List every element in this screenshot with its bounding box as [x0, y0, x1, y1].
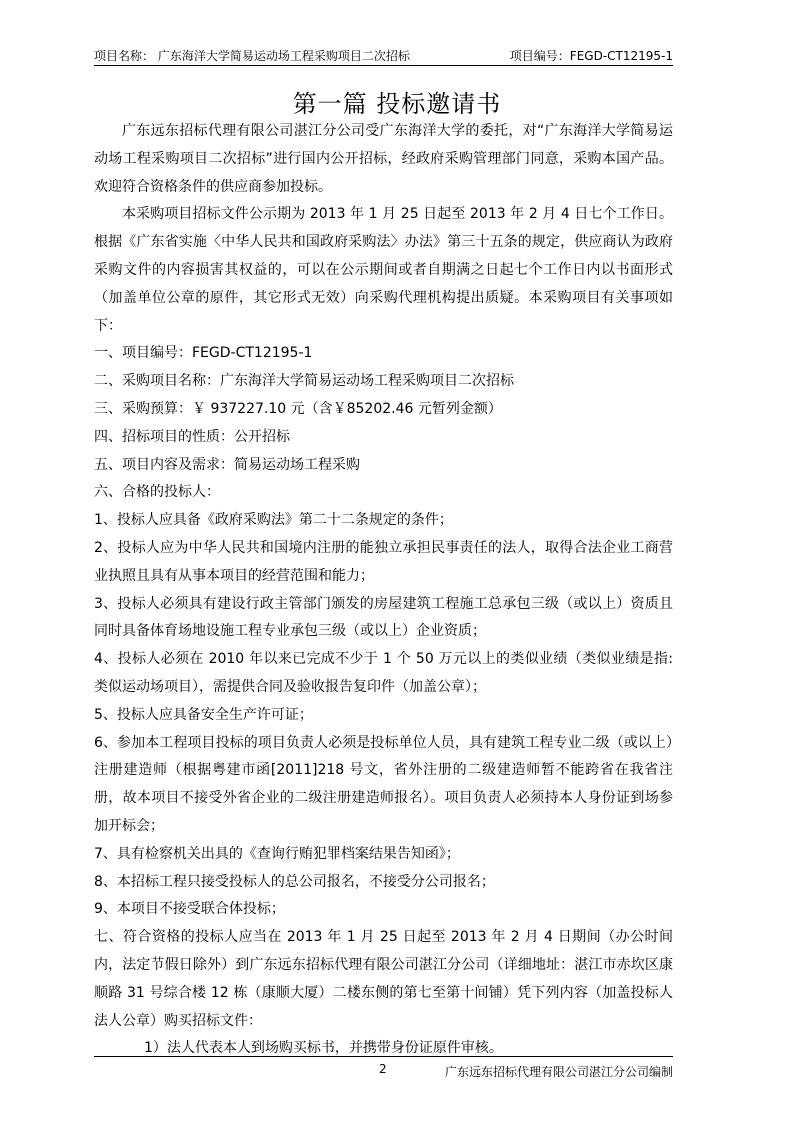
item-content: 五、项目内容及需求：简易运动场工程采购 [94, 456, 360, 473]
qualification-2: 2、投标人应为中华人民共和国境内注册的能独立承担民事责任的法人，取得合法企业工商营业执照且具有从事本项目的经营范围和能力； [94, 539, 673, 584]
intro-paragraph: 广东远东招标代理有限公司湛江分公司受广东海洋大学的委托，对“广东海洋大学简易运动场工程采购项目二次招标”进行国内公开招标，经政府采购管理部门同意，采购本国产品。欢迎符合资格条件的供应商参加投标。 [94, 123, 673, 195]
qualification-3: 3、投标人必须具有建设行政主管部门颁发的房屋建筑工程施工总承包三级（或以上）资质且同时具备体育场地设施工程专业承包三级（或以上）企业资质； [94, 595, 673, 640]
page-footer [94, 1060, 673, 1078]
footer-compiler: 广东远东招标代理有限公司湛江分公司编制 [444, 1065, 673, 1079]
notice-period-paragraph: 本采购项目招标文件公示期为 2013 年 1 月 25 日起至 2013 年 2 月 4 日七个工作日。根据《广东省实施〈中华人民共和国政府采购法〉办法》第三十五条的规定，供应商认为政府采购文件的内容损害其权益的，可以在公示期间或者自期满之日起七个工作日内以书面形式（加盖单位公章的原件，其它形式无效）向采购代理机构提出质疑。本采购项目有关事项如下： [94, 206, 673, 334]
item-qualified-bidders: 六、合格的投标人： [94, 484, 220, 501]
item-project-name: 二、采购项目名称：广东海洋大学简易运动场工程采购项目二次招标 [94, 373, 514, 390]
qualification-8: 8、本招标工程只接受投标人的总公司报名，不接受分公司报名； [94, 873, 495, 890]
page-header [94, 47, 673, 66]
item-project-code: 一、项目编号：FEGD-CT12195-1 [94, 345, 313, 362]
qualification-1: 1、投标人应具备《政府采购法》第二十二条规定的条件； [94, 512, 453, 529]
page-number: 2 [379, 1062, 387, 1076]
qualification-9: 9、本项目不接受联合体投标； [94, 901, 285, 918]
qualification-5: 5、投标人应具备安全生产许可证； [94, 706, 313, 723]
header-project-code: 项目编号：FEGD-CT12195-1 [509, 49, 673, 63]
qualification-7: 7、具有检察机关出具的《查询行贿犯罪档案结果告知函》； [94, 845, 460, 862]
item-budget: 三、采购预算：￥ 937227.10 元（含￥85202.46 元暂列金额） [94, 400, 502, 417]
qualification-6: 6、参加本工程项目投标的项目负责人必须是投标单位人员，具有建筑工程专业二级（或以上）注册建造师（根据粤建市函[2011]218 号文，省外注册的二级建造师暂不能跨省在我省注册，故本项目不接受外省企业的二级注册建造师报名）。项目负责人必须持本人身份证到场参加开标会； [94, 734, 673, 834]
document-title: 第一篇 投标邀请书 [292, 90, 502, 118]
item-nature: 四、招标项目的性质：公开招标 [94, 428, 290, 445]
purchase-requirement-1: 1）法人代表本人到场购买标书，并携带身份证原件审核。 [144, 1040, 503, 1057]
document-body [94, 118, 673, 1063]
item-purchase-documents: 七、符合资格的投标人应当在 2013 年 1 月 25 日起至 2013 年 2 月 4 日期间（办公时间内，法定节假日除外）到广东远东招标代理有限公司湛江分公司（详细地址：湛江市赤坎区康顺路 31 号综合楼 12 栋（康顺大厦）二楼东侧的第七至第十间铺）凭下列内容（加盖投标人法人公章）购买招标文件： [94, 929, 673, 1029]
footer-divider [94, 1056, 673, 1057]
qualification-4: 4、投标人必须在 2010 年以来已完成不少于 1 个 50 万元以上的类似业绩（类似业绩是指: 类似运动场项目），需提供合同及验收报告复印件（加盖公章）； [94, 651, 673, 695]
header-project-name: 项目名称： 广东海洋大学简易运动场工程采购项目二次招标 [94, 49, 410, 63]
